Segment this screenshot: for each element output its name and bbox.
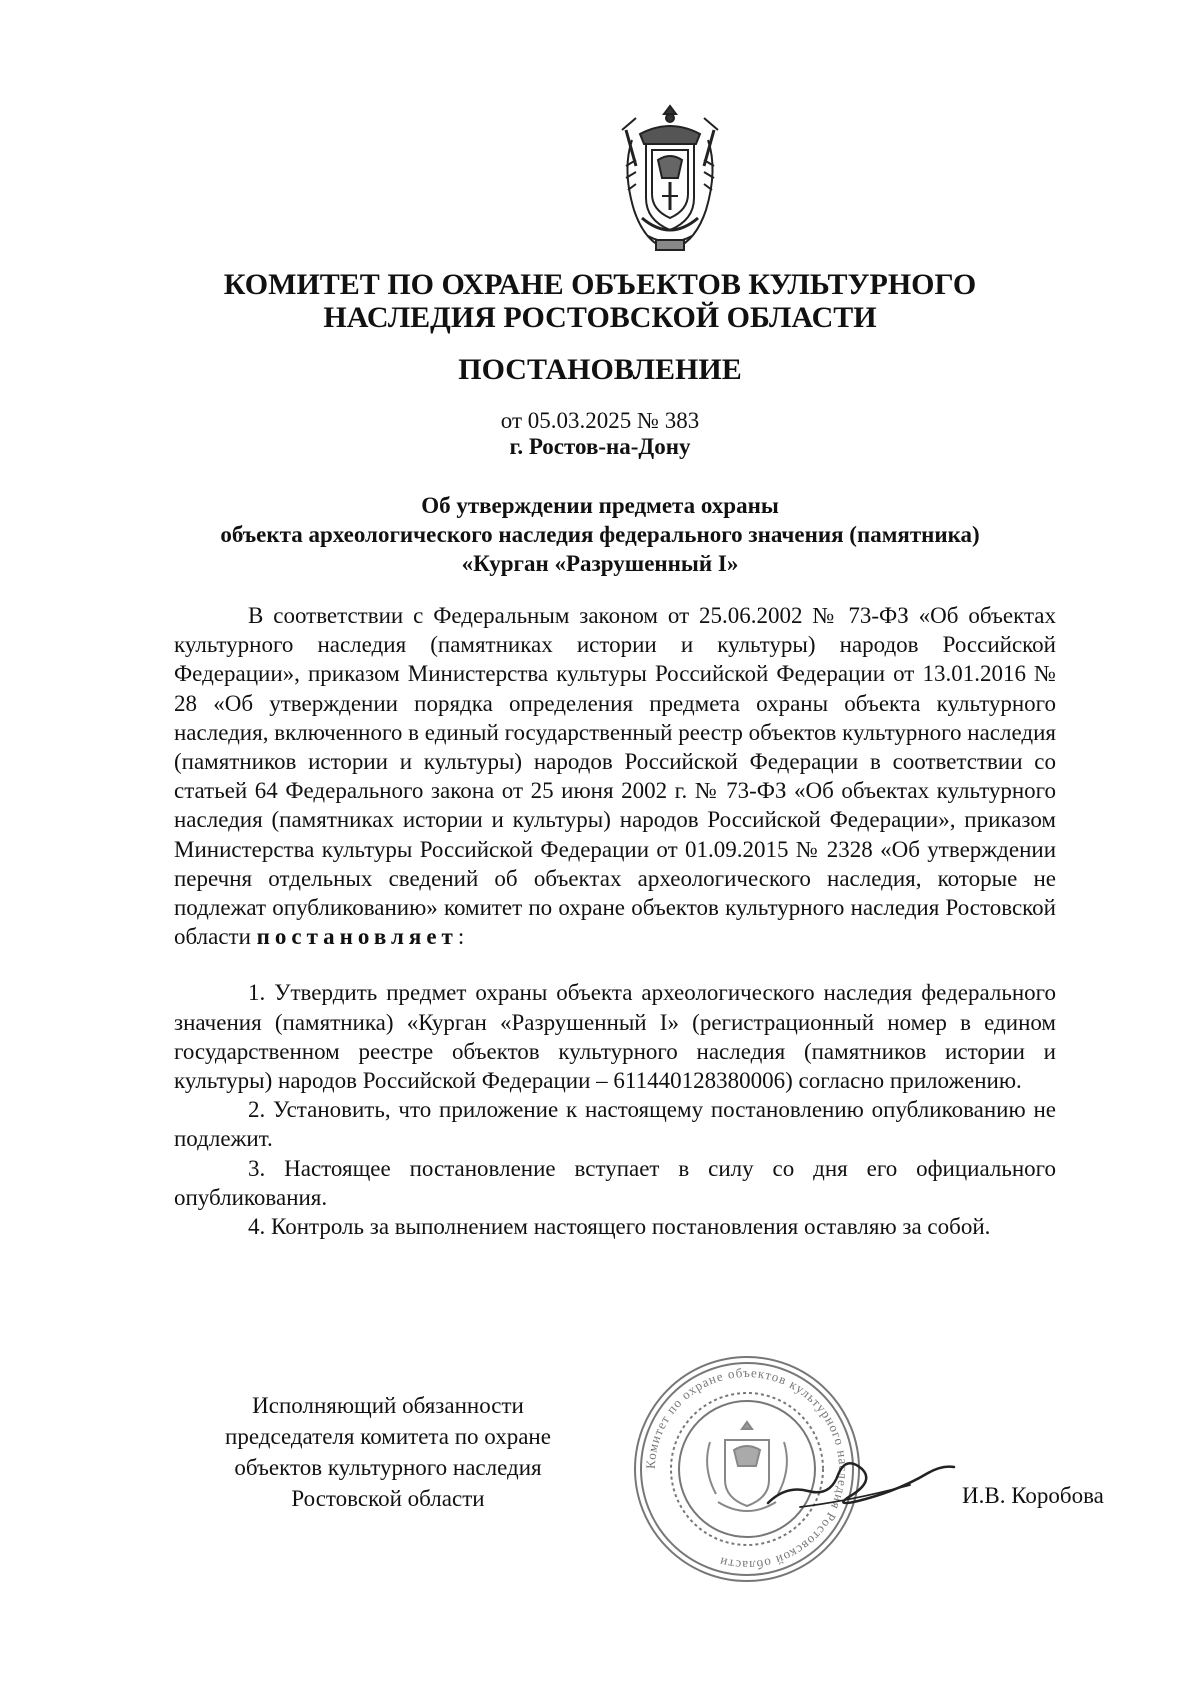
position-line2: председателя комитета по охране [225, 1424, 551, 1449]
signatory-position [176, 1390, 600, 1514]
coat-of-arms-emblem [612, 100, 728, 258]
organization-name-line1: КОМИТЕТ ПО ОХРАНЕ ОБЪЕКТОВ КУЛЬТУРНОГО [223, 268, 977, 301]
position-line1: Исполняющий обязанности [252, 1393, 524, 1418]
position-line4: Ростовской области [291, 1486, 485, 1511]
signatory-name: И.В. Коробова [962, 1483, 1104, 1508]
position-line3: объектов культурного наследия [234, 1455, 542, 1480]
document-date-number: от 05.03.2025 № 383 [500, 408, 700, 433]
organization-name-line2: НАСЛЕДИЯ РОСТОВСКОЙ ОБЛАСТИ [323, 301, 877, 334]
item-3: 3. Настоящее постановление вступает в силу со дня его официального опубликования. [174, 1155, 1056, 1210]
document-body [174, 601, 1056, 1241]
document-city: г. Ростов-на-Дону [509, 434, 691, 459]
decree-word: постановляет [256, 924, 458, 950]
subject-line1: Об утверждении предмета охраны [421, 493, 779, 518]
stamp-text: Комитет по охране объектов культурного наследия Ростовской области [642, 1364, 852, 1574]
item-2: 2. Установить, что приложение к настоящему постановлению опубликованию не подлежит. [174, 1097, 1056, 1152]
handwritten-signature [760, 1445, 960, 1525]
preamble-paragraph [174, 601, 1056, 951]
document-type: ПОСТАНОВЛЕНИЕ [458, 353, 742, 386]
preamble-end: : [457, 924, 465, 950]
organization-name [150, 268, 1050, 334]
subject-line3: «Курган «Разрушенный I» [461, 551, 739, 576]
document-subject [150, 491, 1050, 578]
subject-line2: объекта археологического наследия федерального значения (памятника) [220, 522, 980, 547]
item-1: 1. Утвердить предмет охраны объекта археологического наследия федерального значения (памятника) «Курган «Разрушенный I» (регистрационный номер в едином государственном реестре объектов культурного наследия (памятников истории и культуры) народов Российской Федерации – 611440128380006) согласно приложению. [174, 980, 1056, 1094]
preamble-text: В соответствии с Федеральным законом от 25.06.2002 № 73-ФЗ «Об объектах культурного наследия (памятниках истории и культуры) народов Российской Федерации», приказом Министерства культуры Российской Федерации от 13.01.2016 № 28 «Об утверждении порядка определения предмета охраны объекта культурного наследия, включенного в единый государственный реестр объектов культурного наследия (памятников истории и культуры) народов Российской Федерации в соответствии со статьей 64 Федерального закона от 25 июня 2002 г. № 73-ФЗ «Об объектах культурного наследия (памятниках истории и культуры) народов Российской Федерации», приказом Министерства культуры Российской Федерации от 01.09.2015 № 2328 «Об утверждении перечня отдельных сведений об объектах археологического наследия, которые не подлежат опубликованию» комитет по охране объектов культурного наследия Ростовской области [174, 603, 1056, 950]
item-4: 4. Контроль за выполнением настоящего постановления оставляю за собой. [248, 1214, 991, 1240]
